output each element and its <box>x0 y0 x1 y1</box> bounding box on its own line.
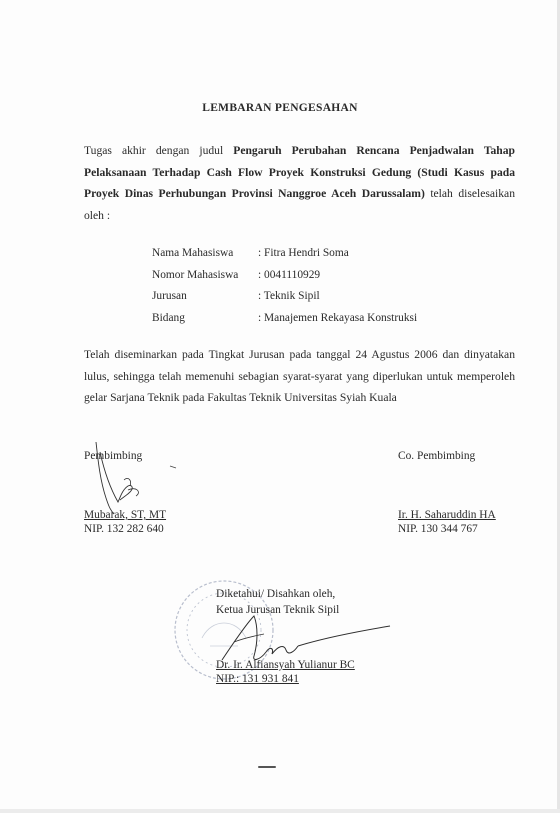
approval-nip: NIP.: 131 931 841 <box>216 673 299 685</box>
field-value: : Manajemen Rekayasa Konstruksi <box>258 311 418 324</box>
supervisor-signature <box>84 440 194 520</box>
co-supervisor-name: Ir. H. Saharuddin HA <box>398 509 496 521</box>
field-label: Nama Mahasiswa <box>152 247 234 259</box>
co-supervisor-nip: NIP. 130 344 767 <box>398 523 478 535</box>
field-label: Jurusan <box>152 290 187 302</box>
result-paragraph: Telah diseminarkan pada Tingkat Jurusan pada tanggal 24 Agustus 2006 dan dinyatakan lulus, sehingga telah memenuhi sebagian syarat-syarat yang diperlukan untuk memperoleh gelar Sarjana Teknik pada Fakultas Teknik Universitas Syiah Kuala <box>84 348 515 404</box>
supervisor-nip: NIP. 132 282 640 <box>84 523 164 535</box>
field-label: Bidang <box>152 311 185 324</box>
field-value: : Fitra Hendri Soma <box>258 247 349 259</box>
field-value: : Teknik Sipil <box>258 290 320 302</box>
approval-line-2: Ketua Jurusan Teknik Sipil <box>216 604 340 616</box>
co-supervisor-block <box>398 449 496 535</box>
approval-line-1: Diketahui/ Disahkan oleh, <box>216 588 336 600</box>
intro-lead: Tugas akhir dengan judul <box>84 144 234 157</box>
supervisor-role: Pembimbing <box>84 450 143 462</box>
approval-name: Dr. Ir. Alfiansyah Yulianur BC <box>216 659 355 671</box>
field-value: : 0041110929 <box>258 268 321 281</box>
head-of-department-signature <box>214 612 394 672</box>
page-edge-bottom <box>0 809 560 813</box>
intro-paragraph <box>84 140 515 226</box>
co-supervisor-role: Co. Pembimbing <box>398 450 476 462</box>
thesis-title: Pengaruh Perubahan Rencana Penjadwalan Tahap Pelaksanaan Terhadap Cash Flow Proyek Konstruksi Gedung (Studi Kasus pada Proyek Dinas Perhubungan Provinsi Nanggroe Aceh Darussalam) <box>84 144 515 200</box>
intro-tail: telah diselesaikan oleh : <box>84 187 515 222</box>
supervisor-name: Mubarak, ST, MT <box>84 509 167 521</box>
field-label: Nomor Mahasiswa <box>152 268 239 281</box>
scan-mark <box>258 766 276 768</box>
page-title: LEMBARAN PENGESAHAN <box>202 102 358 114</box>
